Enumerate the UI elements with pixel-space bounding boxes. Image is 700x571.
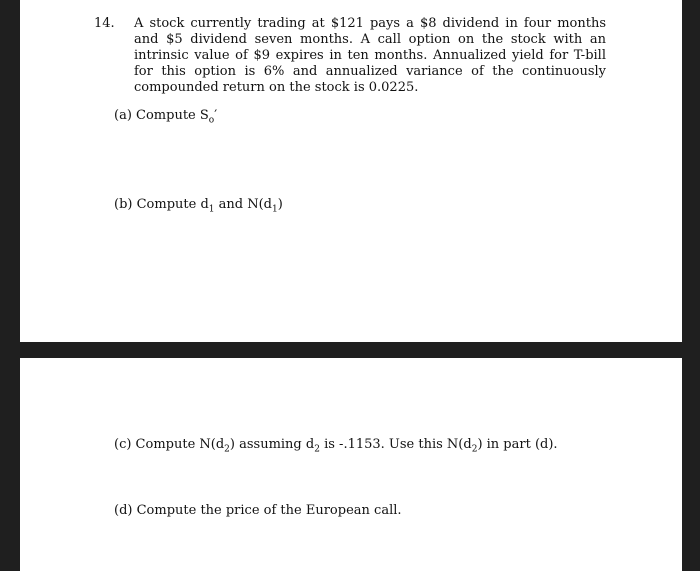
- question-number: 14.: [94, 16, 115, 31]
- part-c-subscript-2: 2: [314, 444, 320, 455]
- part-a-subscript: o: [208, 115, 215, 126]
- part-c-subscript-3: 2: [471, 444, 478, 455]
- worksheet-page-bottom: [20, 358, 682, 571]
- part-a-prime: ′: [214, 108, 218, 123]
- problem-statement: A stock currently trading at $121 pays a $8 dividend in four months and $5 dividend seven months. A call option on the stock with an intrinsic value of $9 expires in ten months. Annualized yield for T-bill for this option is 6% and annualized variance of the continuously compounded return on the stock is 0.0225.: [134, 16, 606, 95]
- part-c-text-1: (c) Compute N(d: [114, 437, 225, 452]
- worksheet-page-top: [20, 0, 682, 342]
- part-c-prompt: [114, 437, 558, 453]
- part-b-subscript-2: 1: [271, 204, 278, 215]
- part-b-text-3: ): [277, 197, 283, 212]
- part-c-text-2: ) assuming d: [229, 437, 315, 452]
- part-d-prompt: (d) Compute the price of the European call.: [114, 503, 402, 518]
- part-b-text-1: (b) Compute d: [114, 197, 209, 212]
- part-c-text-3: is -.1153. Use this N(d: [319, 437, 472, 452]
- part-c-text-4: ) in part (d).: [477, 437, 558, 452]
- part-b-subscript-1: 1: [208, 204, 215, 215]
- part-a-prompt: [114, 108, 217, 124]
- part-c-subscript-1: 2: [224, 444, 230, 455]
- part-b-prompt: [114, 197, 283, 213]
- part-a-text: (a) Compute S: [114, 108, 209, 123]
- part-b-text-2: and N(d: [214, 197, 272, 212]
